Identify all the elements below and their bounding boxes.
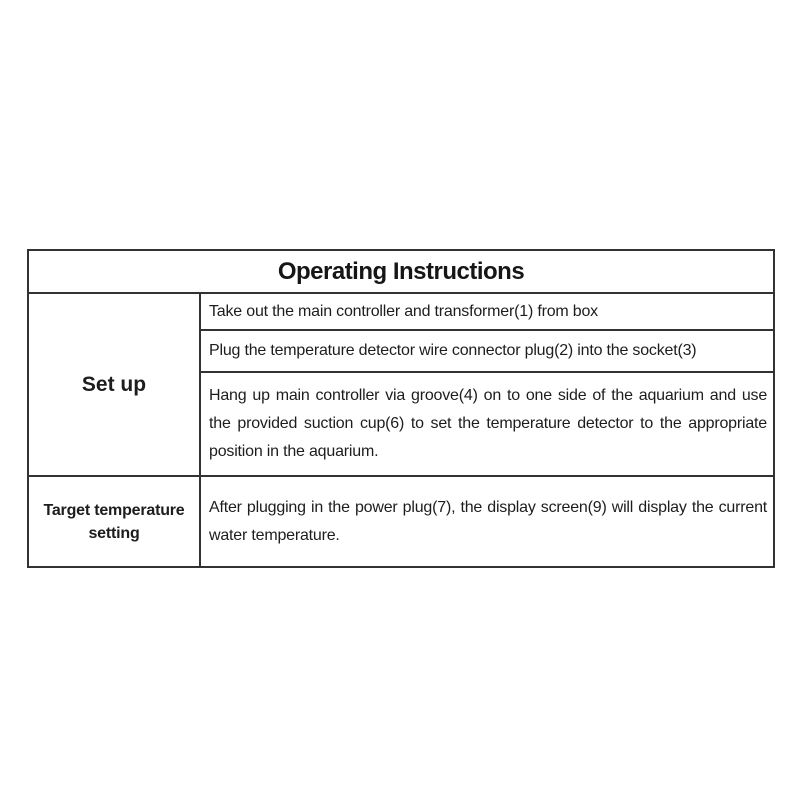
table-row: [28, 250, 774, 293]
step-hang-up-controller: Hang up main controller via groove(4) on to one side of the aquarium and use the provided suction cup(6) to set the temperature detector to the appropriate position in the aquarium.: [200, 372, 774, 476]
step-power-plug-display: After plugging in the power plug(7), the display screen(9) will display the current water temperature.: [200, 476, 774, 567]
section-label-set-up: Set up: [28, 293, 200, 476]
operating-instructions-table: [27, 249, 775, 568]
step-take-out-controller: Take out the main controller and transformer(1) from box: [200, 293, 774, 330]
section-label-target-temperature-setting: Target temperature setting: [28, 476, 200, 567]
step-plug-detector-wire: Plug the temperature detector wire connector plug(2) into the socket(3): [200, 330, 774, 372]
table-row: [28, 293, 774, 330]
table-row: [28, 476, 774, 567]
table-title: Operating Instructions: [28, 250, 774, 293]
